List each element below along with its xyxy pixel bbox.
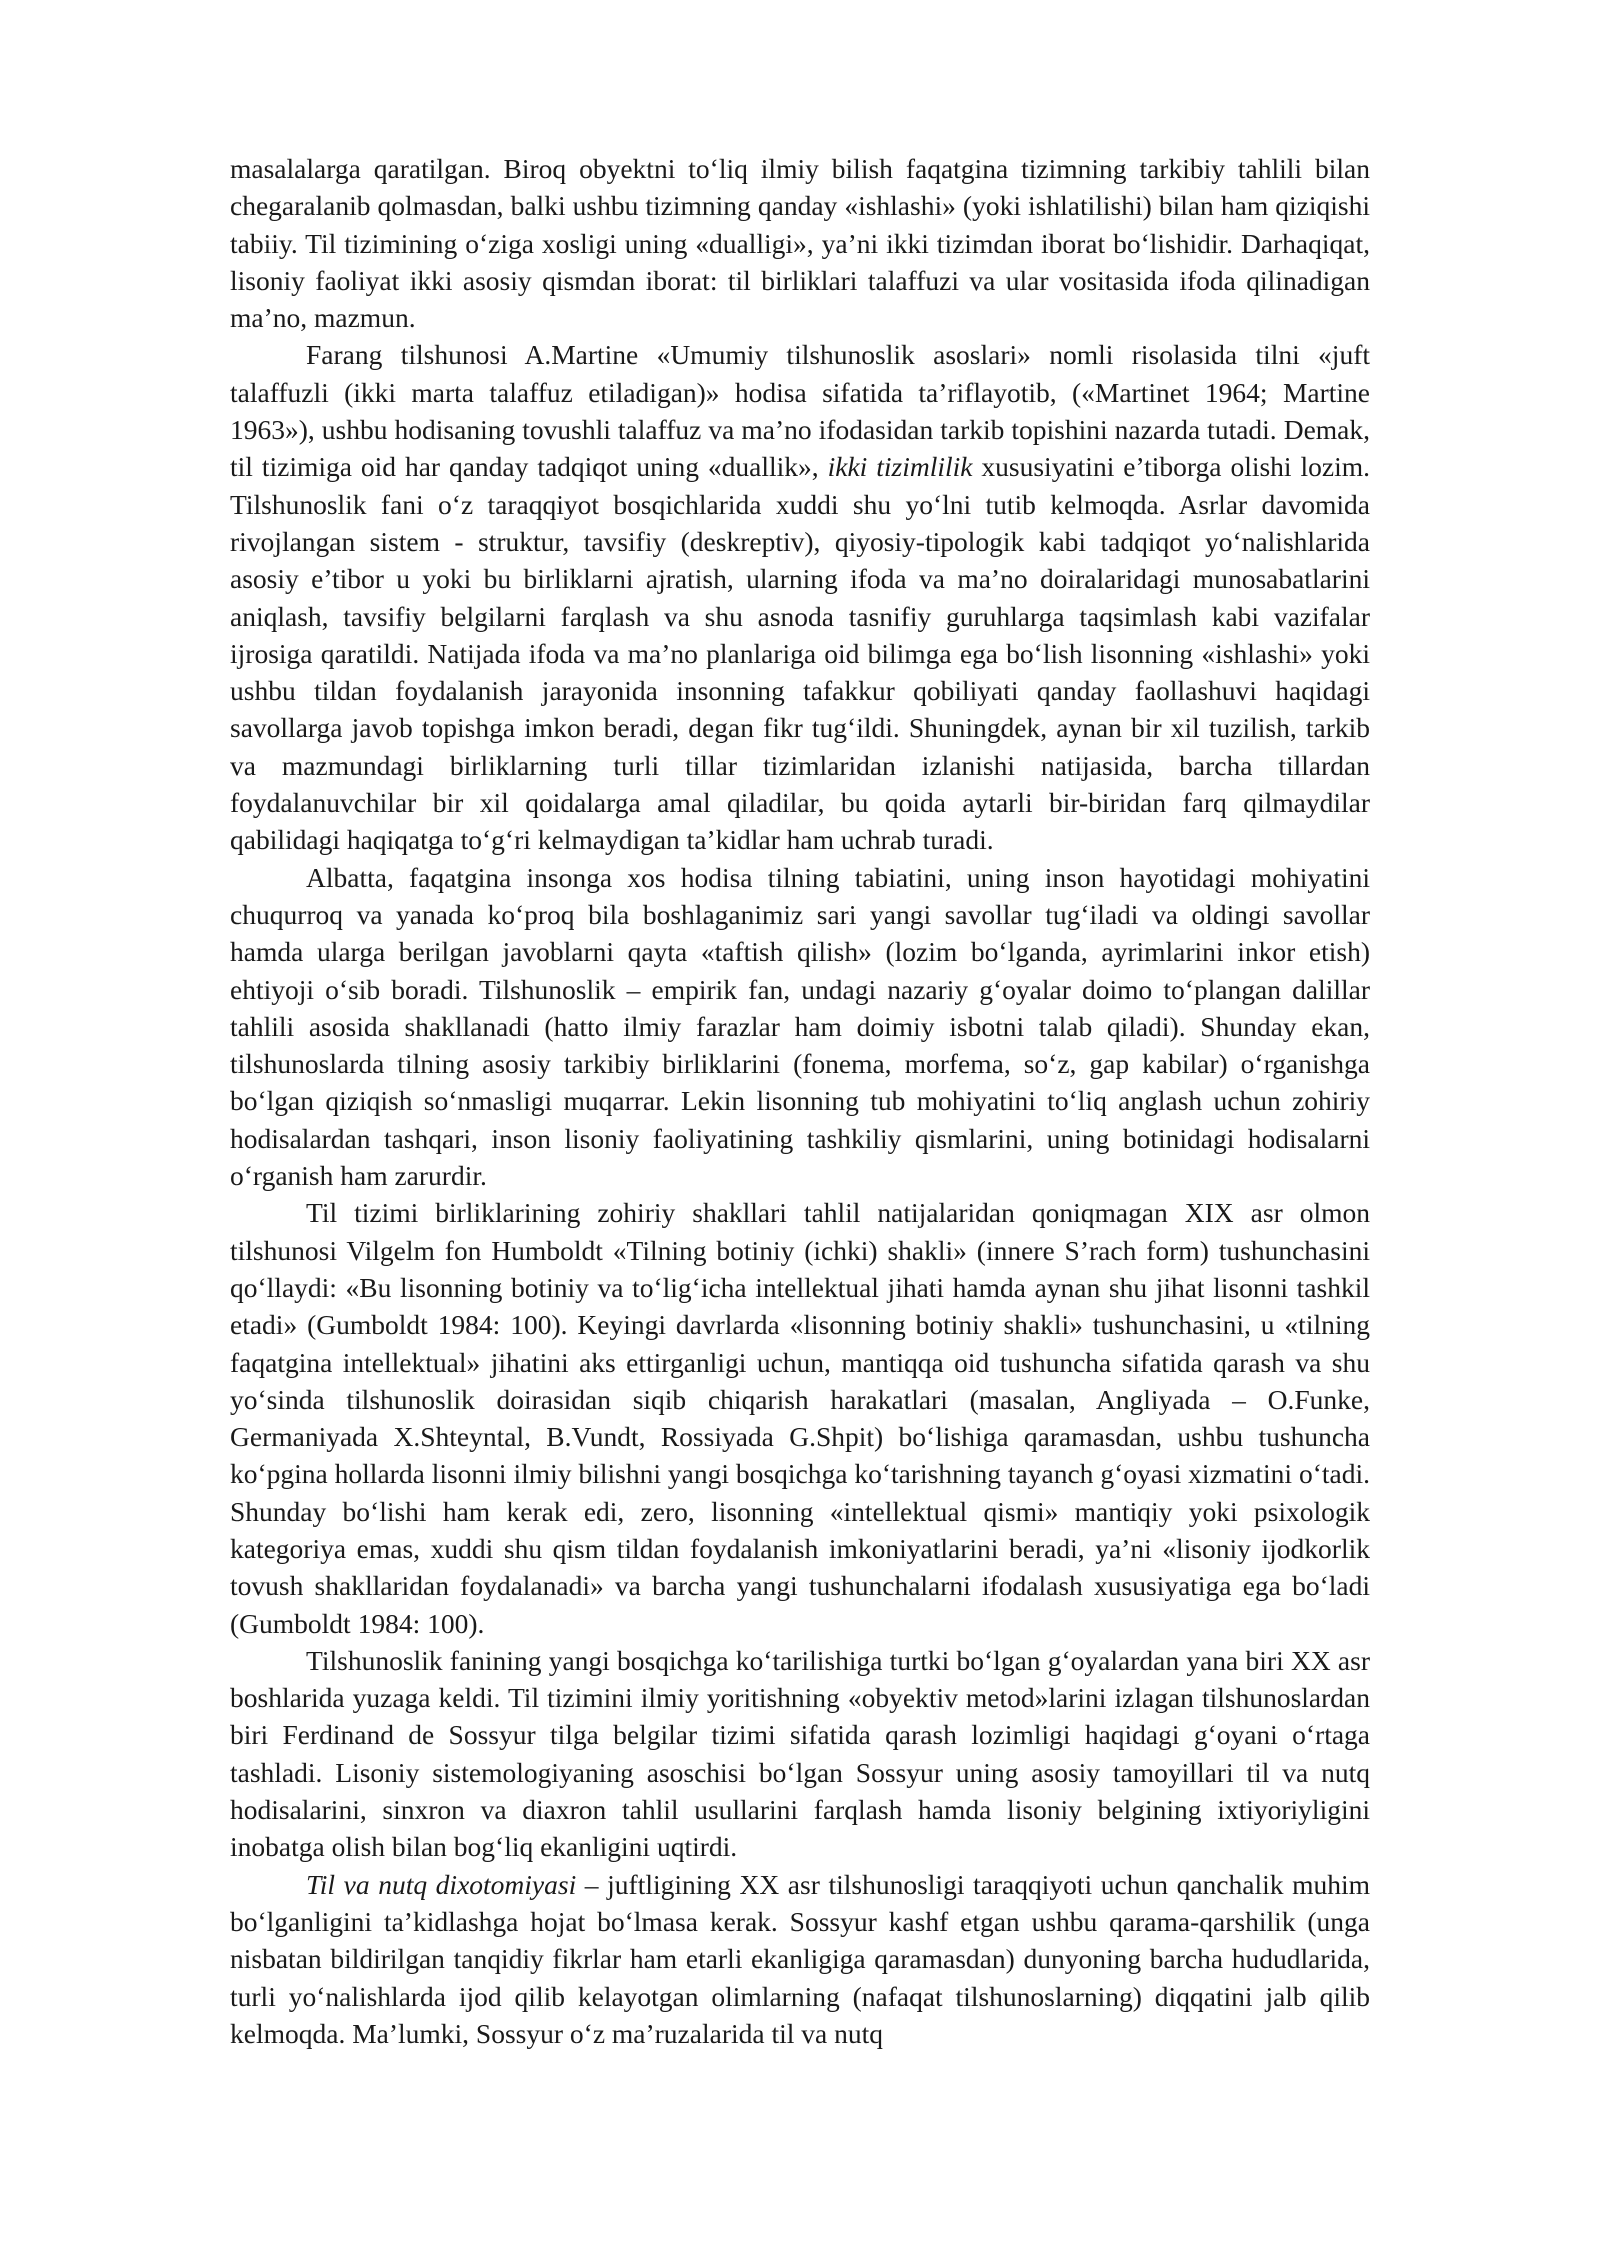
paragraph-5 [230, 1642, 1370, 1866]
paragraph-6 [230, 1866, 1370, 2052]
paragraph-1 [230, 150, 1370, 336]
paragraph-3-text: Albatta, faqatgina insonga xos hodisa tilning tabiatini, uning inson hayotidagi mohiyatini chuqurroq va yanada ko‘proq bila boshlaganimiz sari yangi savollar tug‘iladi va oldingi savollar hamda ularga berilgan javoblarni qayta «taftish qilish» (lozim bo‘lganda, ayrimlarini inkor etish) ehtiyoji o‘sib boradi. Tilshunoslik – empirik fan, undagi nazariy g‘oyalar doimo to‘plangan dalillar tahlili asosida shakllanadi (hatto ilmiy farazlar ham doimiy isbotni talab qiladi). Shunday ekan, tilshunoslarda tilning asosiy tarkibiy birliklarini (fonema, morfema, so‘z, gap kabilar) o‘rganishga bo‘lgan qiziqish so‘nmasligi muqarrar. Lekin lisonning tub mohiyatini to‘liq anglash uchun zohiriy hodisalardan tashqari, inson lisoniy faoliyatining tashkiliy qismlarini, uning botinidagi hodisalarni o‘rganish ham zarurdir. [230, 861, 1370, 1192]
paragraph-6-italic-term: Til va nutq dixotomiyasi [306, 1868, 577, 1900]
paragraph-6-text: – juftligining XX asr tilshunosligi taraqqiyoti uchun qanchalik muhim bo‘lganligini ta’kidlashga hojat bo‘lmasa kerak. Sossyur kashf etgan ushbu qarama-qarshilik (unga nisbatan bildirilgan tanqidiy fikrlar ham etarli ekanligiga qaramasdan) dunyoning barcha hududlarida, turli yo‘nalishlarda ijod qilib kelayotgan olimlarning (nafaqat tilshunoslarning) diqqatini jalb qilib kelmoqda. Ma’lumki, Sossyur o‘z ma’ruzalarida til va nutq [230, 1868, 1370, 2049]
paragraph-5-text: Tilshunoslik fanining yangi bosqichga ko‘tarilishiga turtki bo‘lgan g‘oyalardan yana biri XX asr boshlarida yuzaga keldi. Til tizimini ilmiy yoritishning «obyektiv metod»larini izlagan tilshunoslardan biri Ferdinand de Sossyur tilga belgilar tizimi sifatida qarash lozimligi haqidagi g‘oyani o‘rtaga tashladi. Lisoniy sistemologiyaning asoschisi bo‘lgan Sossyur uning asosiy tamoyillari til va nutq hodisalarini, sinxron va diaxron tahlil usullarini farqlash hamda lisoniy belgining ixtiyoriyligini inobatga olish bilan bog‘liq ekanligini uqtirdi. [230, 1644, 1370, 1863]
paragraph-2-text-a: Farang tilshunosi A.Martine «Umumiy tilshunoslik asoslari» nomli risolasida tilni «juft talaffuzli (ikki marta talaffuz etiladigan)» hodisa sifatida ta’riflayotib, («Martinet 1964; Martine 1963»), ushbu hodisaning tovushli talaffuz va ma’no ifodasidan tarkib topishini nazarda tutadi. Demak, til tizimiga oid har qanday tadqiqot uning «duallik», [230, 339, 1370, 483]
document-page [230, 150, 1370, 2052]
paragraph-2-text-b: xususiyatini e’tiborga olishi lozim. Tilshunoslik fani o‘z taraqqiyot bosqichlarida xuddi shu yo‘lni tutib kelmoqda. Asrlar davomida rivojlangan sistem - struktur, tavsifiy (deskreptiv), qiyosiy-tipologik kabi tadqiqot yo‘nalishlarida asosiy e’tibor u yoki bu birliklarni ajratish, ularning ifoda va ma’no doiralaridagi munosabatlarini aniqlash, tavsifiy belgilarni farqlash va shu asnoda tasnifiy guruhlarga taqsimlash kabi vazifalar ijrosiga qaratildi. Natijada ifoda va ma’no planlariga oid bilimga ega bo‘lish lisonning «ishlashi» yoki ushbu tildan foydalanish jarayonida insonning tafakkur qobiliyati qanday faollashuvi haqidagi savollarga javob topishga imkon beradi, degan fikr tug‘ildi. Shuningdek, aynan bir xil tuzilish, tarkib va mazmundagi birliklarning turli tillar tizimlaridan izlanishi natijasida, barcha tillardan foydalanuvchilar bir xil qoidalarga amal qiladilar, bu qoida aytarli bir-biridan farq qilmaydilar qabilidagi haqiqatga to‘g‘ri kelmaydigan ta’kidlar ham uchrab turadi. [230, 451, 1370, 856]
paragraph-2 [230, 336, 1370, 858]
paragraph-3 [230, 859, 1370, 1195]
paragraph-2-italic-term: ikki tizimlilik [827, 451, 973, 483]
paragraph-1-text: masalalarga qaratilgan. Biroq obyektni to‘liq ilmiy bilish faqatgina tizimning tarkibiy tahlili bilan chegaralanib qolmasdan, balki ushbu tizimning qanday «ishlashi» (yoki ishlatilishi) bilan ham qiziqishi tabiiy. Til tizimining o‘ziga xosligi uning «dualligi», ya’ni ikki tizimdan iborat bo‘lishidir. Darhaqiqat, lisoniy faoliyat ikki asosiy qismdan iborat: til birliklari talaffuzi va ular vositasida ifoda qilinadigan ma’no, mazmun. [230, 153, 1370, 334]
paragraph-4 [230, 1194, 1370, 1642]
paragraph-4-text: Til tizimi birliklarining zohiriy shakllari tahlil natijalaridan qoniqmagan XIX asr olmon tilshunosi Vilgelm fon Humboldt «Tilning botiniy (ichki) shakli» (innere S’rach form) tushunchasini qo‘llaydi: «Bu lisonning botiniy va to‘lig‘icha intellektual jihati hamda aynan shu jihat lisonni tashkil etadi» (Gumboldt 1984: 100). Keyingi davrlarda «lisonning botiniy shakli» tushunchasini, u «tilning faqatgina intellektual» jihatini aks ettirganligi uchun, mantiqqa oid tushuncha sifatida qarash va shu yo‘sinda tilshunoslik doirasidan siqib chiqarish harakatlari (masalan, Angliyada – O.Funke, Germaniyada X.Shteyntal, B.Vundt, Rossiyada G.Shpit) bo‘lishiga qaramasdan, ushbu tushuncha ko‘pgina hollarda lisonni ilmiy bilishni yangi bosqichga ko‘tarishning tayanch g‘oyasi xizmatini o‘tadi. Shunday bo‘lishi ham kerak edi, zero, lisonning «intellektual qismi» mantiqiy yoki psixologik kategoriya emas, xuddi shu qism tildan foydalanish imkoniyatlarini beradi, ya’ni «lisoniy ijodkorlik tovush shakllaridan foydalanadi» va barcha yangi tushunchalarni ifodalash xususiyatiga ega bo‘ladi (Gumboldt 1984: 100). [230, 1197, 1370, 1639]
